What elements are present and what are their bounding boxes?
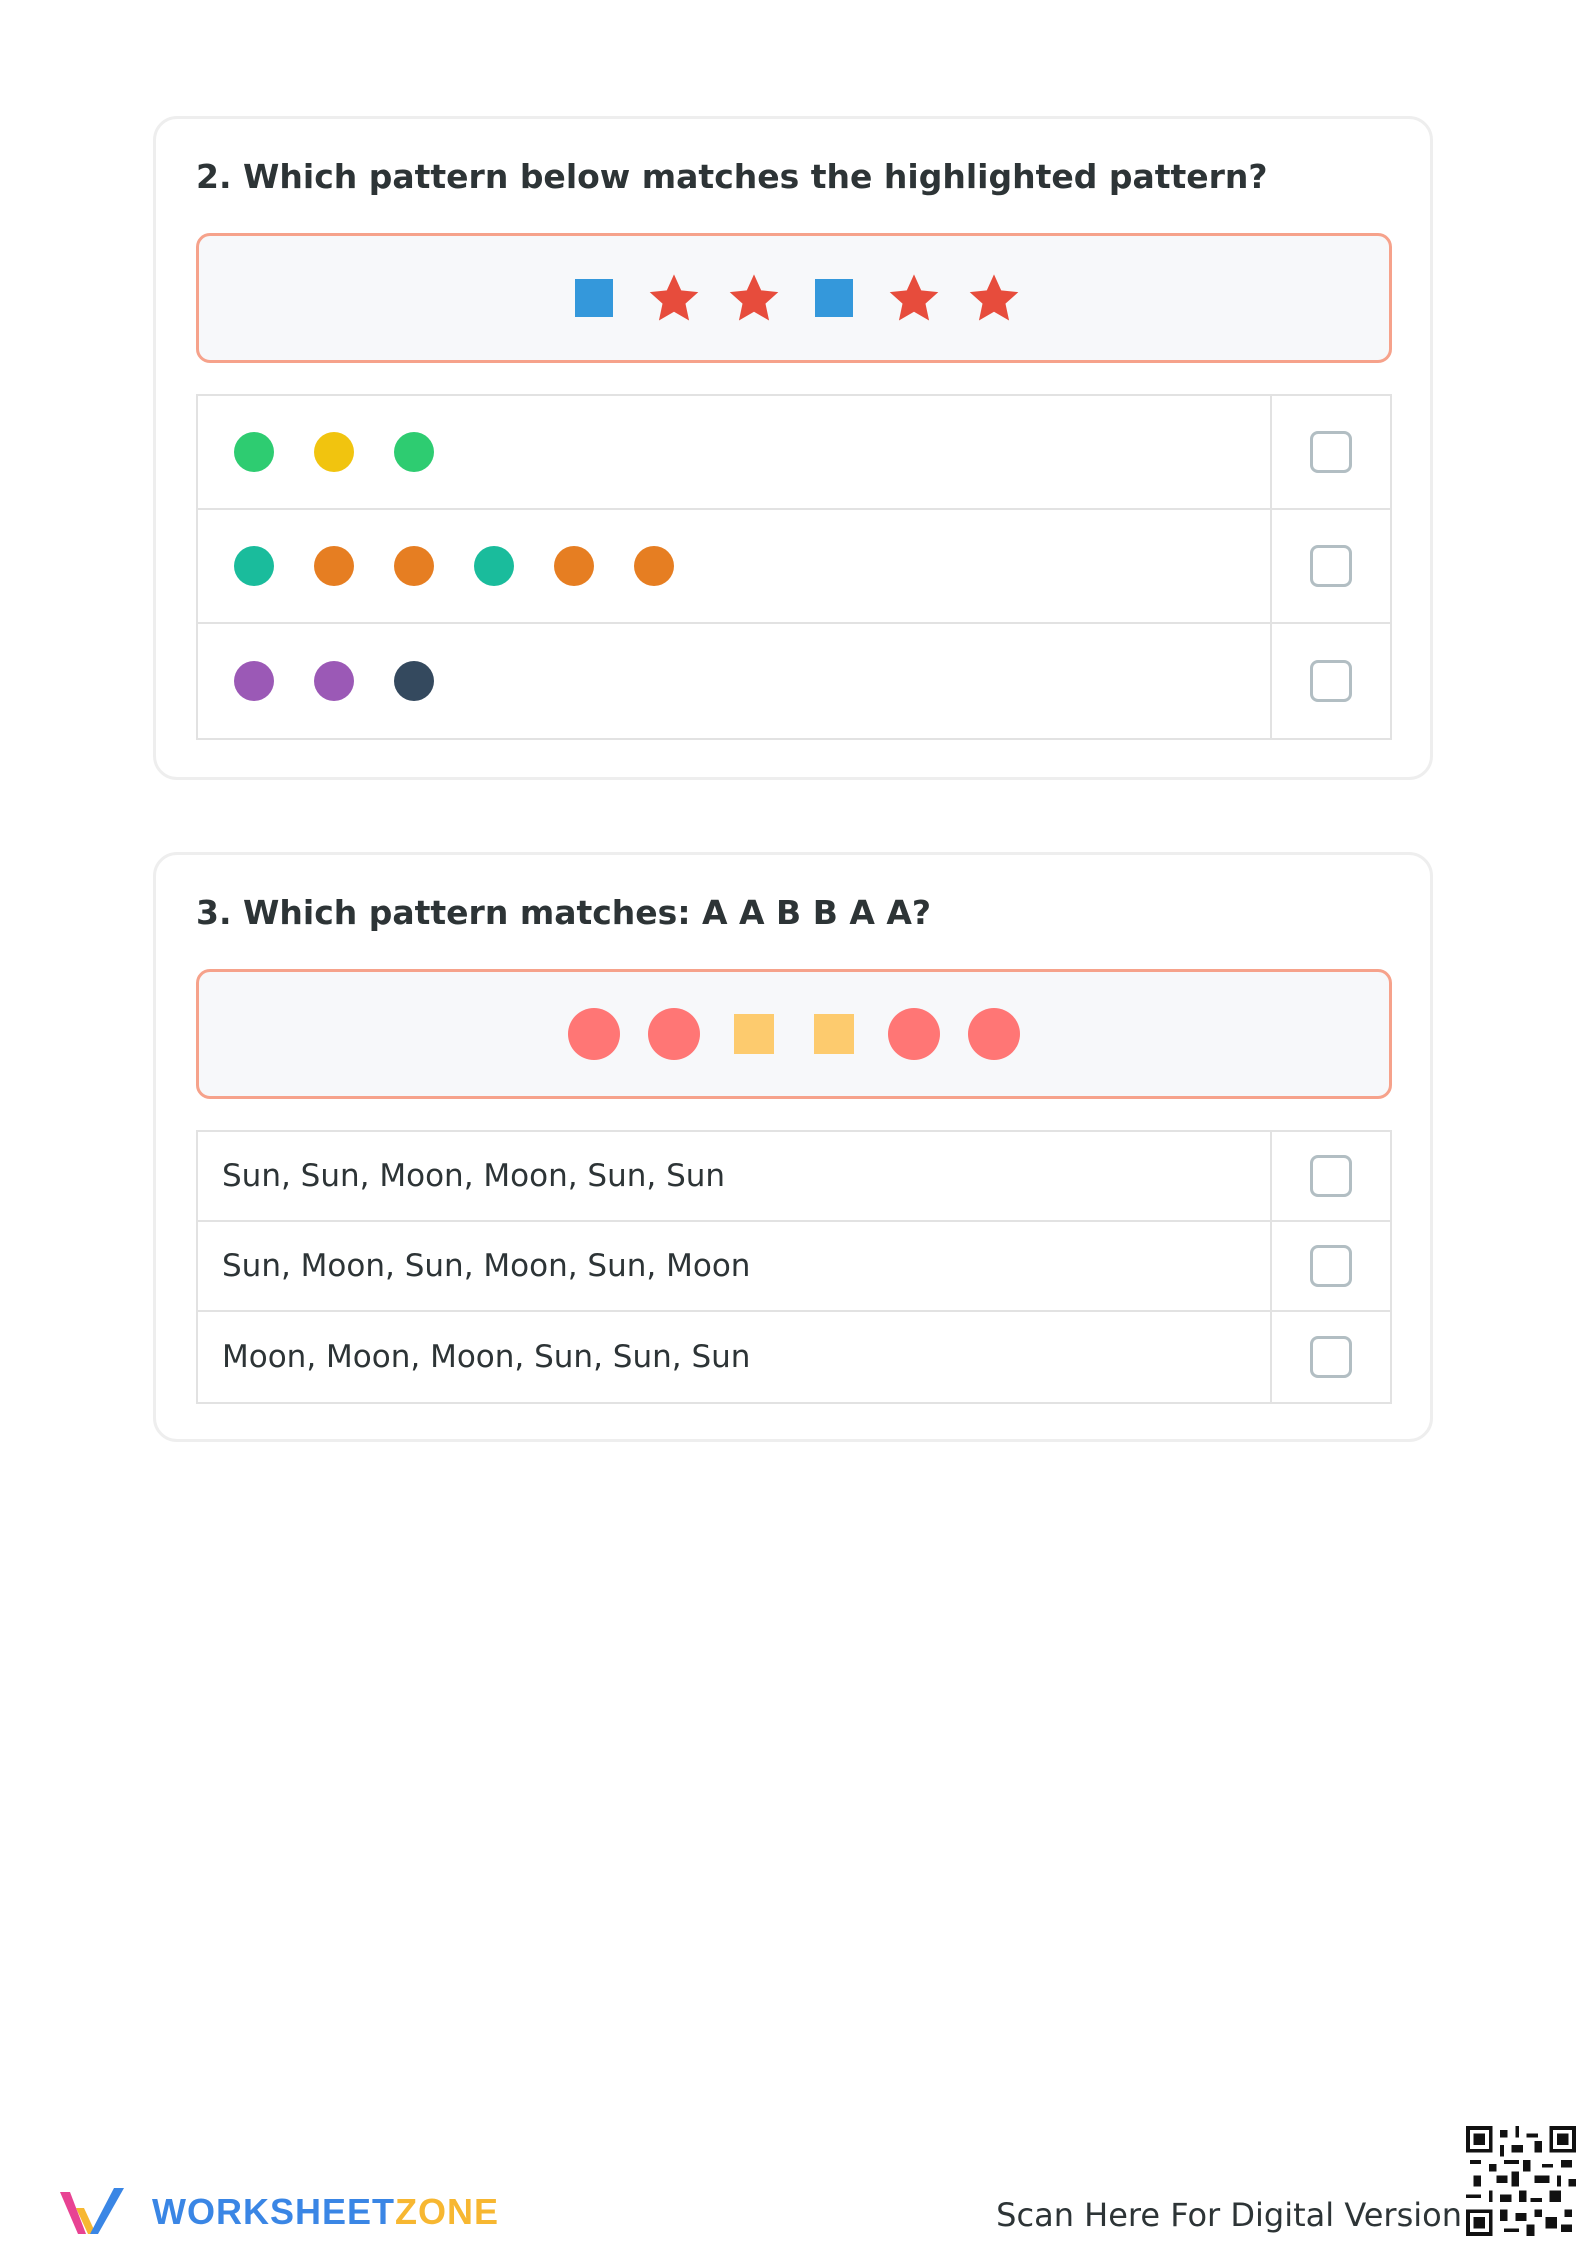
answer-option	[198, 1312, 1390, 1402]
green-dot	[394, 432, 434, 472]
red-star-icon	[967, 271, 1021, 325]
yellow-square-shape	[814, 1014, 854, 1054]
dot-pattern	[198, 510, 1272, 622]
yellow-square-shape	[734, 1014, 774, 1054]
question-2-title: 2. Which pattern below matches the highlighted pattern?	[196, 157, 1268, 196]
worksheetzone-logo[interactable]	[56, 2182, 499, 2242]
teal-dot	[234, 546, 274, 586]
brand-name-part1: WORKSHEET	[152, 2191, 395, 2232]
brand-name-part2: ZONE	[395, 2191, 500, 2232]
answer-option	[198, 396, 1390, 510]
answer-options	[196, 394, 1392, 740]
scan-instruction: Scan Here For Digital Version	[996, 2196, 1462, 2234]
answer-checkbox[interactable]	[1310, 660, 1352, 702]
coral-circle-shape	[568, 1008, 620, 1060]
red-star-icon	[887, 271, 941, 325]
answer-option	[198, 1132, 1390, 1222]
orange-dot	[634, 546, 674, 586]
purple-dot	[234, 661, 274, 701]
answer-options	[196, 1130, 1392, 1404]
red-star-icon	[647, 271, 701, 325]
answer-checkbox[interactable]	[1310, 431, 1352, 473]
highlighted-pattern	[196, 969, 1392, 1099]
yellow-dot	[314, 432, 354, 472]
worksheetzone-logo-icon	[56, 2182, 134, 2242]
question-3-card	[153, 852, 1433, 1442]
dark-gray-dot	[394, 661, 434, 701]
answer-option-label: Moon, Moon, Moon, Sun, Sun, Sun	[222, 1339, 751, 1375]
teal-dot	[474, 546, 514, 586]
answer-option-label: Sun, Moon, Sun, Moon, Sun, Moon	[222, 1248, 751, 1284]
red-star-icon	[727, 271, 781, 325]
orange-dot	[394, 546, 434, 586]
dot-pattern	[198, 624, 1272, 738]
question-2-card	[153, 116, 1433, 780]
coral-circle-shape	[968, 1008, 1020, 1060]
blue-square-shape	[815, 279, 853, 317]
question-3-title: 3. Which pattern matches: A A B B A A?	[196, 893, 932, 932]
dot-pattern	[198, 396, 1272, 508]
orange-dot	[554, 546, 594, 586]
answer-checkbox[interactable]	[1310, 545, 1352, 587]
orange-dot	[314, 546, 354, 586]
purple-dot	[314, 661, 354, 701]
brand-name	[152, 2191, 499, 2233]
answer-option-label: Sun, Sun, Moon, Moon, Sun, Sun	[222, 1158, 726, 1194]
green-dot	[234, 432, 274, 472]
blue-square-shape	[575, 279, 613, 317]
coral-circle-shape	[888, 1008, 940, 1060]
answer-option	[198, 1222, 1390, 1312]
highlighted-pattern	[196, 233, 1392, 363]
answer-checkbox[interactable]	[1310, 1155, 1352, 1197]
coral-circle-shape	[648, 1008, 700, 1060]
answer-option	[198, 510, 1390, 624]
answer-option	[198, 624, 1390, 738]
answer-checkbox[interactable]	[1310, 1336, 1352, 1378]
qr-code-icon[interactable]	[1466, 2126, 1576, 2236]
answer-checkbox[interactable]	[1310, 1245, 1352, 1287]
